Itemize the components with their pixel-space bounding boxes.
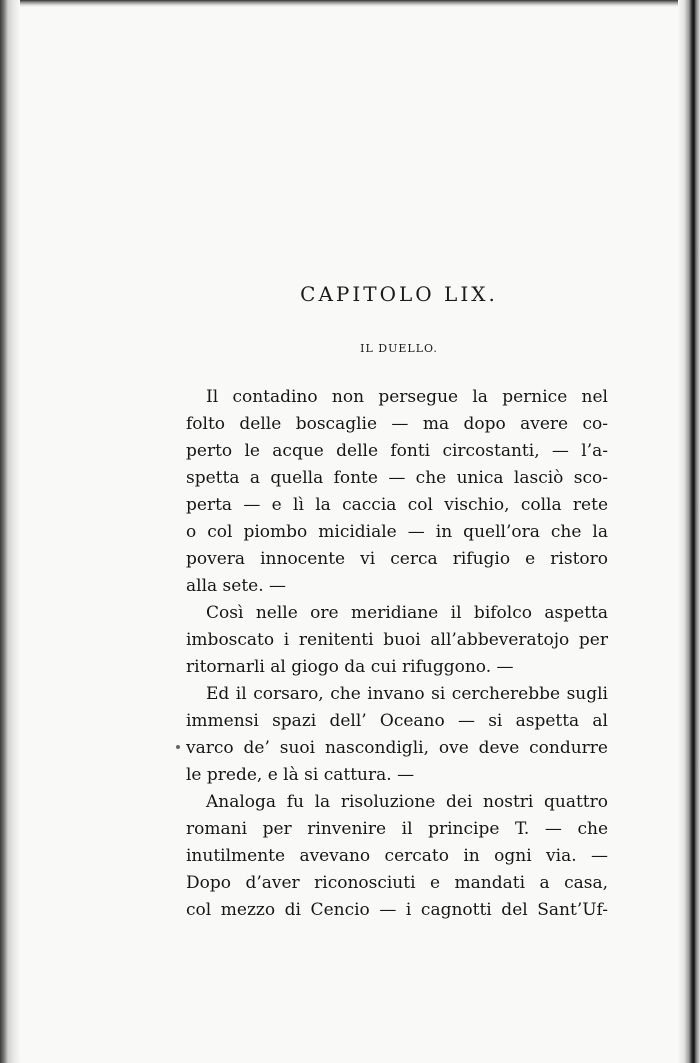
text-line: immensi spazi dell’ Oceano — si aspetta al — [186, 711, 608, 731]
text-line: romani per rinvenire il principe T. — che — [186, 819, 608, 839]
text-line: folto delle boscaglie — ma dopo avere co- — [186, 414, 608, 434]
text-line: perto le acque delle fonti circostanti, — l’a- — [186, 441, 608, 461]
text-line: varco de’ suoi nascondigli, ove deve condurre — [186, 738, 608, 758]
text-line: inutilmente avevano cercato in ogni via. — — [186, 846, 608, 866]
text-line: o col piombo micidiale — in quell’ora che la — [186, 522, 608, 542]
text-line: Dopo d’aver riconosciuti e mandati a casa, — [186, 873, 608, 893]
text-line: Analoga fu la risoluzione dei nostri quattro — [206, 792, 608, 812]
text-line: spetta a quella fonte — che unica lasciò sco- — [186, 468, 608, 488]
page-right-edge — [678, 0, 700, 1063]
text-line: ritornarli al giogo da cui rifuggono. — — [186, 657, 514, 677]
text-line: perta — e lì la caccia col vischio, colla rete — [186, 495, 608, 515]
chapter-subtitle: IL DUELLO. — [360, 342, 438, 355]
text-line: imboscato i renitenti buoi all’abbeveratojo per — [186, 630, 608, 650]
page-gutter-shadow — [0, 0, 20, 1063]
chapter-title: CAPITOLO LIX. — [300, 282, 498, 306]
page-top-edge — [0, 0, 700, 7]
ink-speck — [176, 745, 180, 749]
text-line: le prede, e là si cattura. — — [186, 765, 415, 785]
text-line: Così nelle ore meridiane il bifolco aspetta — [206, 603, 608, 623]
body-text — [186, 384, 608, 924]
text-line: alla sete. — — [186, 576, 287, 596]
text-line: povera innocente vi cerca rifugio e ristoro — [186, 549, 608, 569]
text-line: Ed il corsaro, che invano si cercherebbe sugli — [206, 684, 608, 704]
text-line: Il contadino non persegue la pernice nel — [206, 387, 608, 407]
text-line: col mezzo di Cencio — i cagnotti del Sant’Uf- — [186, 900, 608, 920]
